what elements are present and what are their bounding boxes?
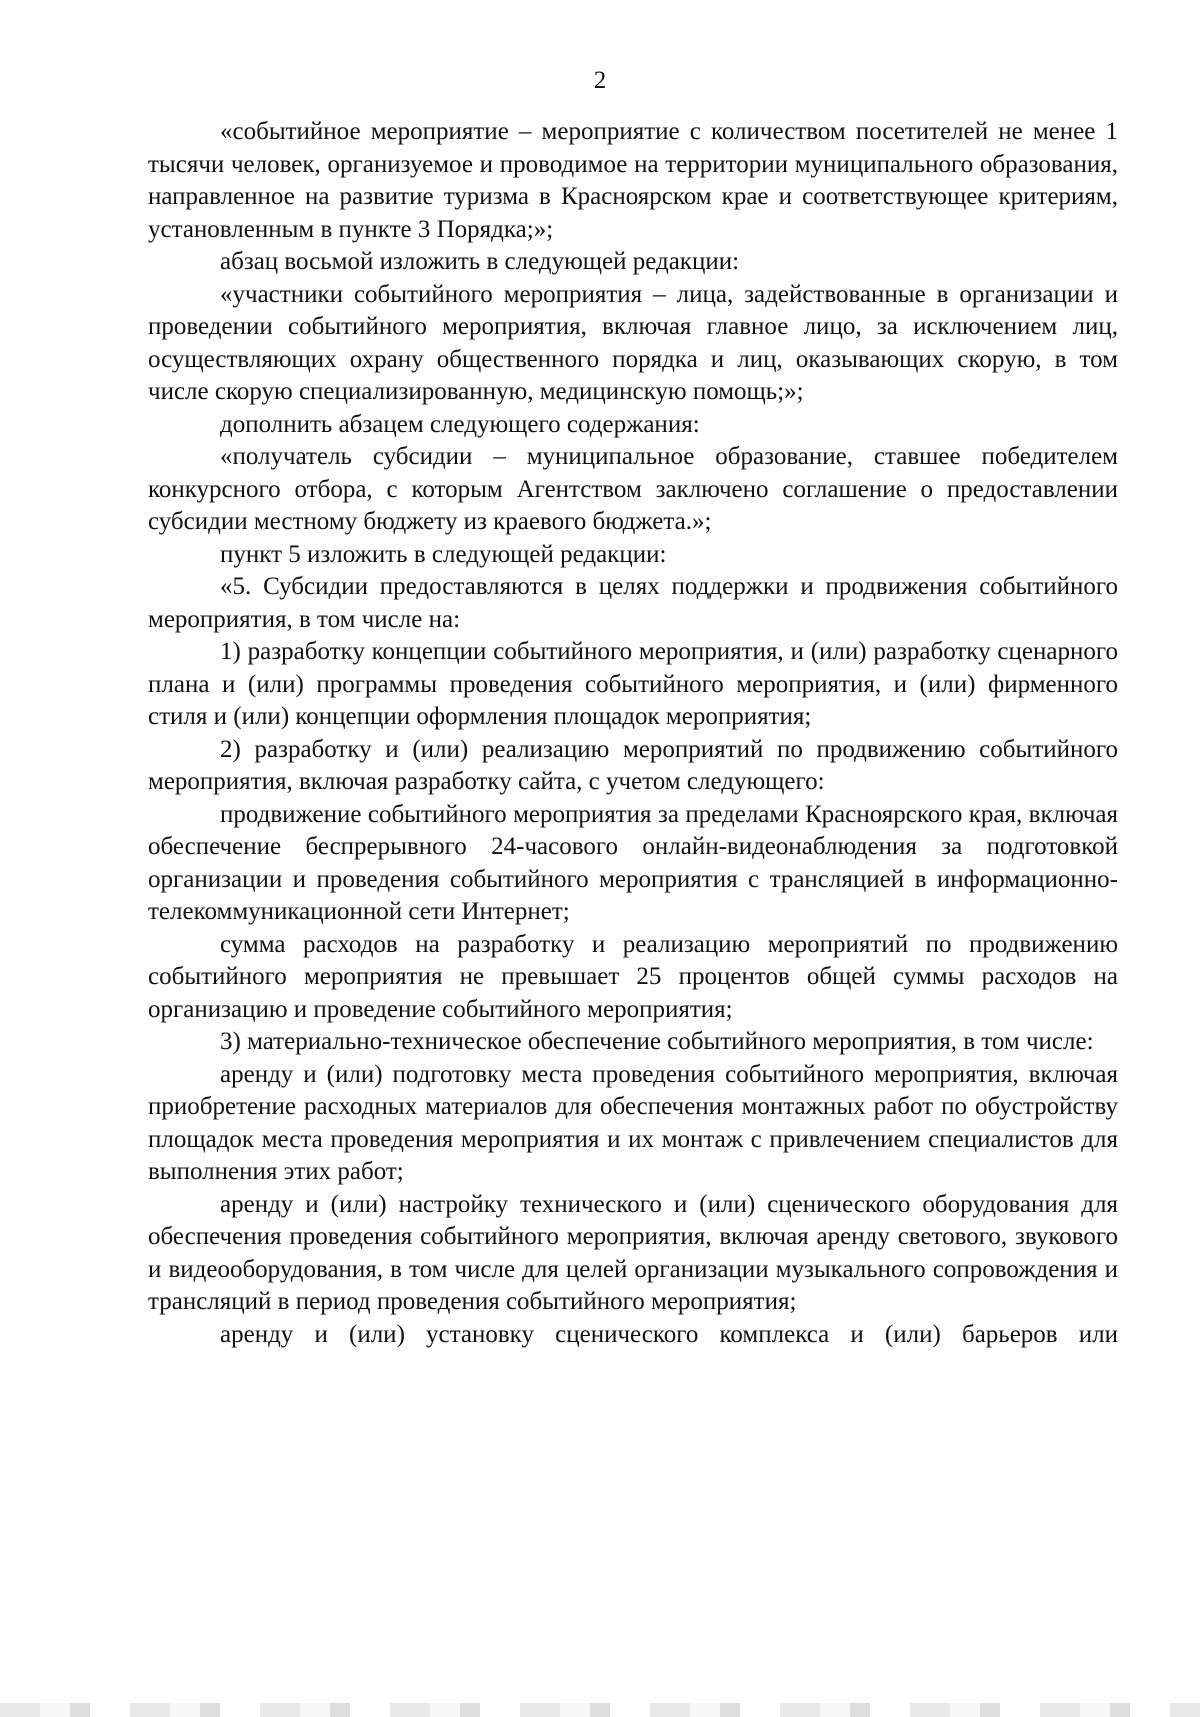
paragraph: абзац восьмой изложить в следующей редакции:: [220, 248, 740, 275]
paragraph: 1) разработку концепции событийного мероприятия, и (или) разработку сценарного плана и (или) программы проведения событийного мероприятия, и (или) фирменного стиля и (или) концепции оформления площадок мероприятия;: [148, 638, 1118, 730]
paragraph: «получатель субсидии – муниципальное образование, ставшее победителем конкурсного отбора, с которым Агентством заключено соглашение о предоставлении субсидии местному бюджету из краевого бюджета.»;: [148, 443, 1118, 535]
paragraph: 2) разработку и (или) реализацию мероприятий по продвижению событийного мероприятия, включая разработку сайта, с учетом следующего:: [148, 735, 1118, 795]
scan-artifact-edge: [0, 1703, 1200, 1717]
paragraph: аренду и (или) настройку технического и (или) сценического оборудования для обеспечения проведения событийного мероприятия, включая аренду светового, звукового и видеооборудования, в том числе для целей организации музыкального сопровождения и трансляций в период проведения событийного мероприятия;: [148, 1190, 1118, 1315]
paragraph: аренду и (или) подготовку места проведения событийного мероприятия, включая приобретение расходных материалов для обеспечения монтажных работ по обустройству площадок места проведения мероприятия и их монтаж с привлечением специалистов для выполнения этих работ;: [148, 1060, 1118, 1185]
paragraph-last: аренду и (или) установку сценического комплекса и (или) барьеров или: [220, 1320, 1118, 1348]
paragraph: «участники событийного мероприятия – лица, задействованные в организации и проведении событийного мероприятия, включая главное лицо, за исключением лиц, осуществляющих охрану общественного порядка и лиц, оказывающих скорую, в том числе скорую специализированную, медицинскую помощь;»;: [148, 280, 1118, 405]
paragraph: продвижение событийного мероприятия за пределами Красноярского края, включая обеспечение беспрерывного 24-часового онлайн-видеонаблюдения за подготовкой организации и проведения событийного мероприятия с трансляцией в информационно-телекоммуникационной сети Интернет;: [148, 800, 1118, 925]
paragraph: «событийное мероприятие – мероприятие с количеством посетителей не менее 1 тысячи человек, организуемое и проводимое на территории муниципального образования, направленное на развитие туризма в Красноярском крае и соответствующее критериям, установленным в пункте 3 Порядка;»;: [148, 118, 1118, 243]
paragraph: сумма расходов на разработку и реализацию мероприятий по продвижению событийного мероприятия не превышает 25 процентов общей суммы расходов на организацию и проведение событийного мероприятия;: [148, 930, 1118, 1023]
paragraph: 3) материально-техническое обеспечение событийного мероприятия, в том числе:: [220, 1028, 1094, 1055]
paragraph: «5. Субсидии предоставляются в целях поддержки и продвижения событийного мероприятия, в том числе на:: [148, 573, 1118, 633]
paragraph: пункт 5 изложить в следующей редакции:: [220, 540, 667, 568]
paragraph: дополнить абзацем следующего содержания:: [220, 410, 700, 438]
page-number: 2: [593, 67, 607, 94]
document-body: [148, 116, 1118, 1351]
